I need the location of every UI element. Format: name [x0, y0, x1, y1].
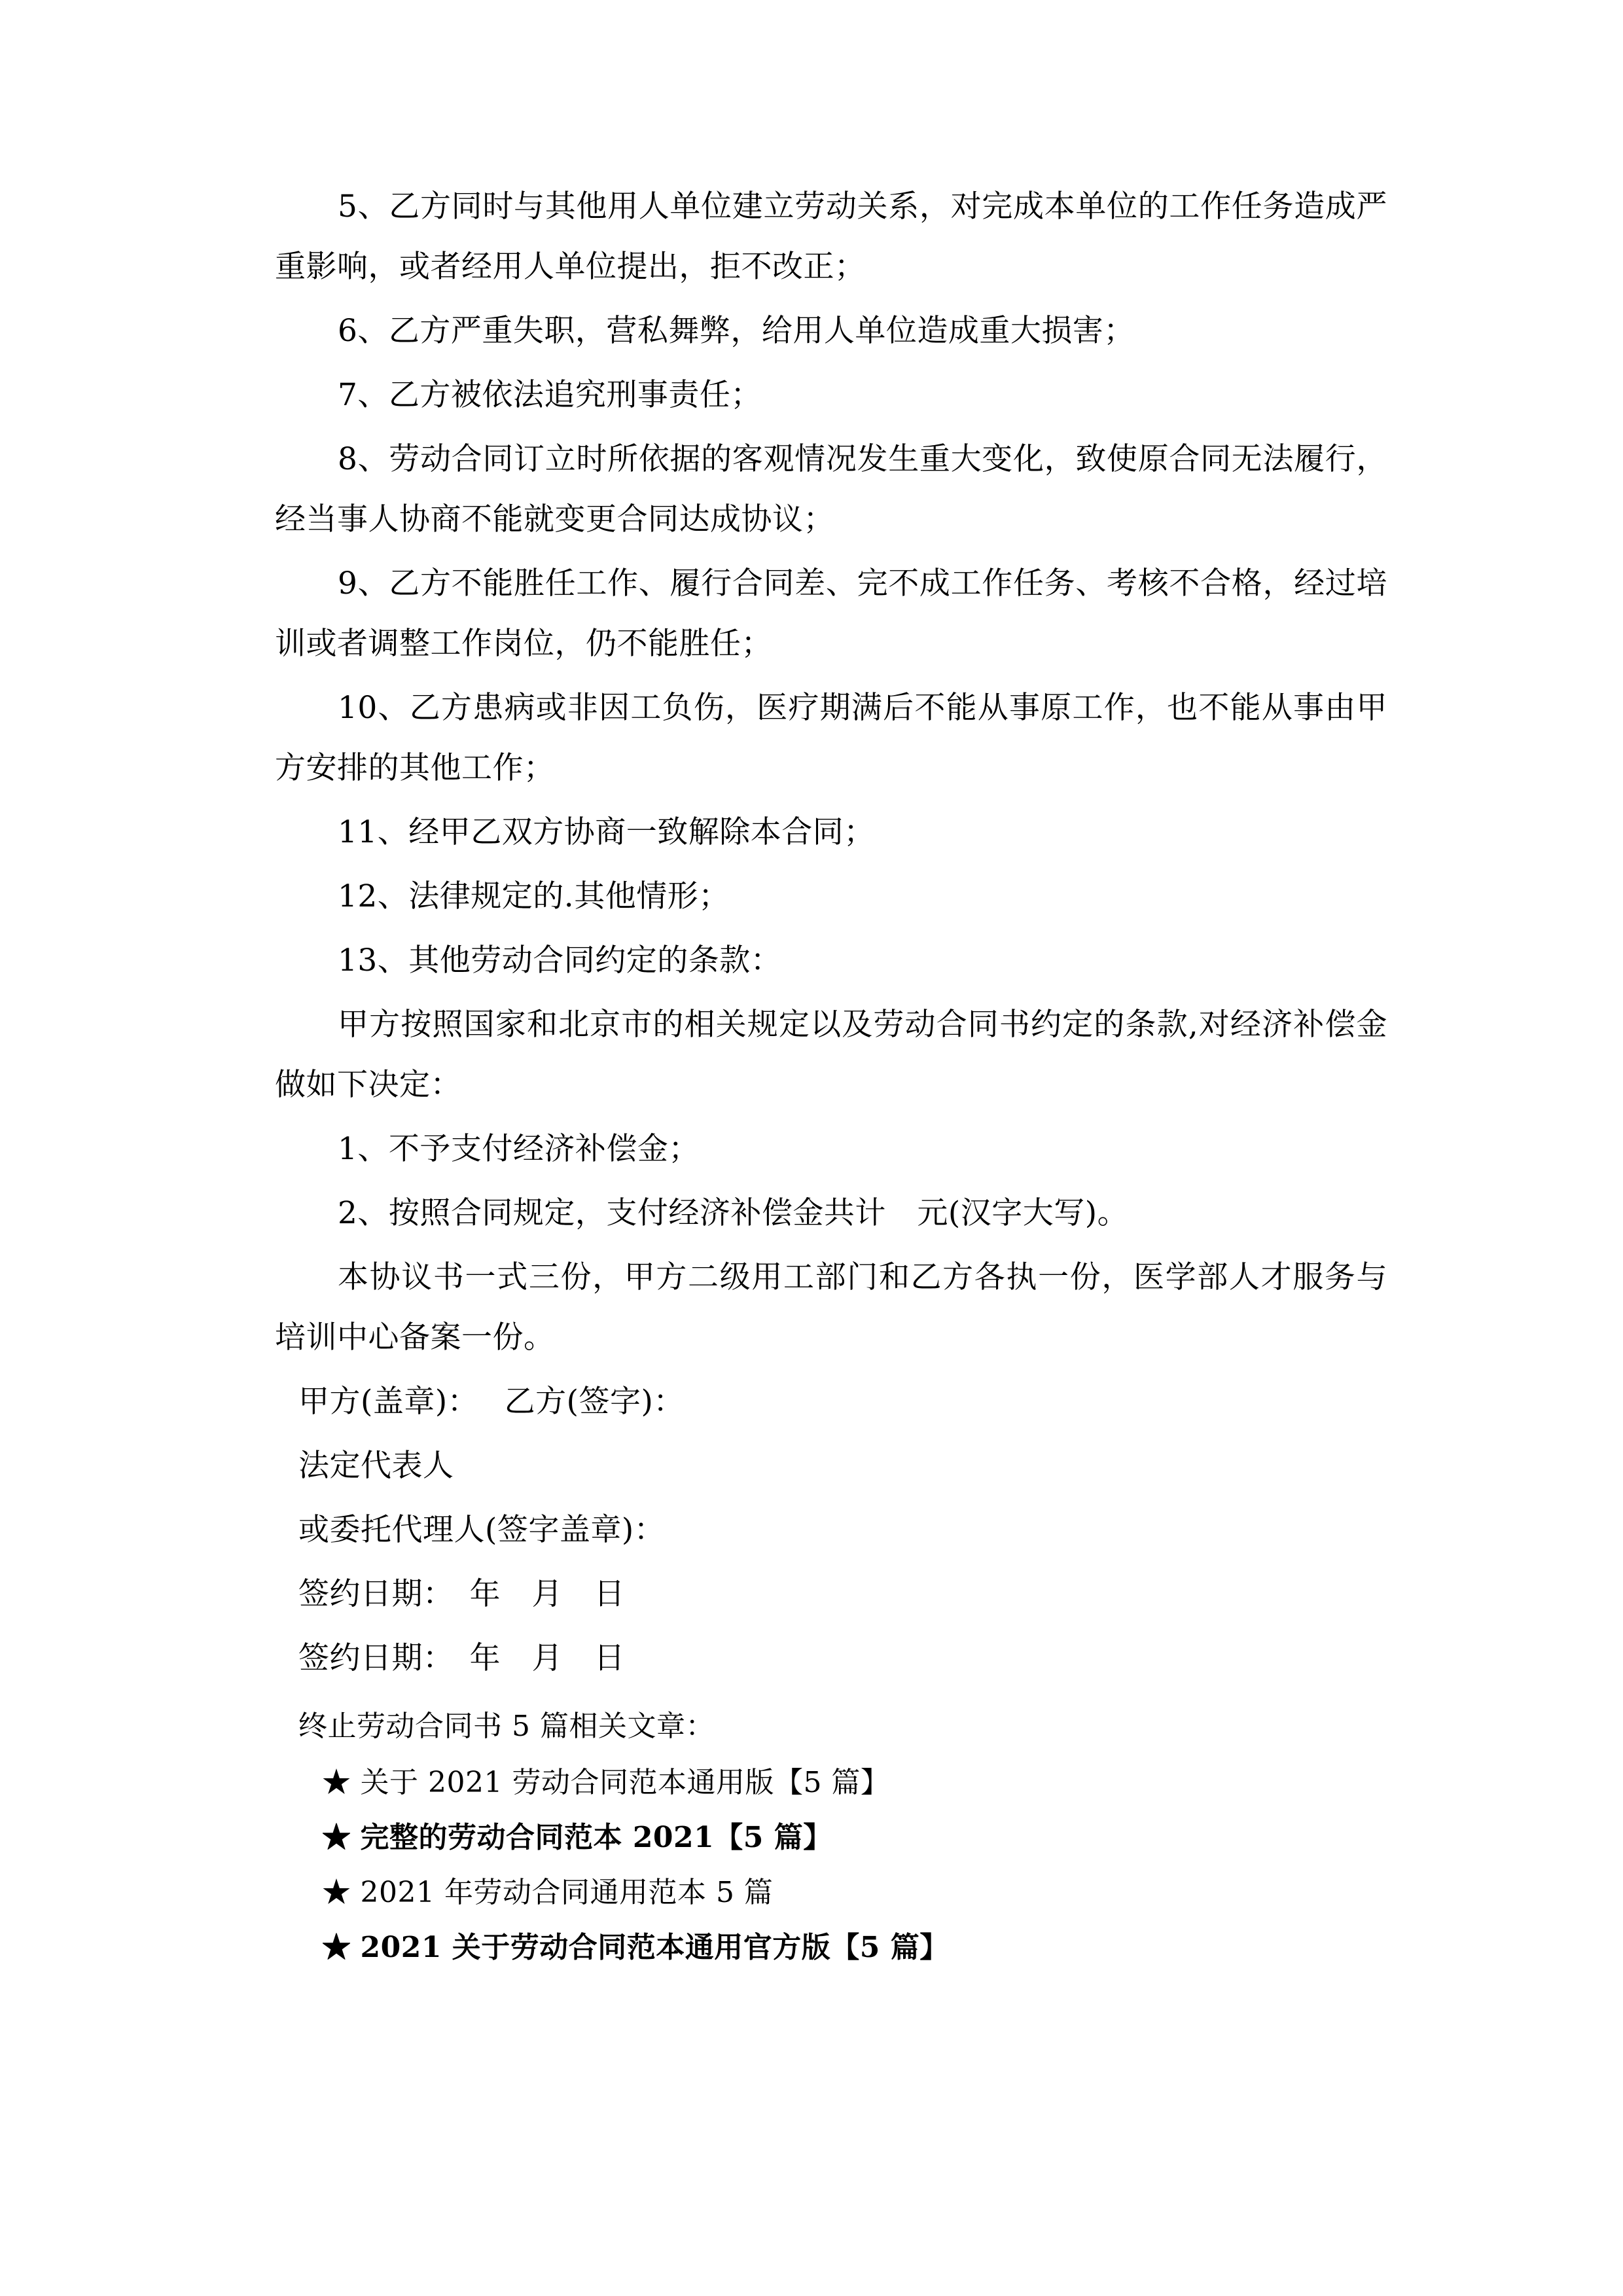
signature-date-party-b: 签约日期： 年 月 日: [298, 1640, 625, 1676]
clause-11: 11、经甲乙双方协商一致解除本合同；: [338, 814, 875, 850]
clause-12: 12、法律规定的.其他情形；: [338, 878, 730, 914]
star-icon: ★: [322, 1931, 351, 1964]
related-articles-title: 终止劳动合同书 5 篇相关文章：: [298, 1710, 715, 1743]
related-article-label: 完整的劳动合同范本 2021【5 篇】: [360, 1821, 832, 1854]
star-icon: ★: [322, 1876, 351, 1909]
compensation-item-2: 2、按照合同规定，支付经济补偿金共计 元(汉字大写)。: [338, 1195, 1129, 1231]
related-article-1[interactable]: [275, 1755, 1387, 1810]
compensation-intro: 甲方按照国家和北京市的相关规定以及劳动合同书约定的条款,对经济补偿金做如下决定：: [275, 1007, 1387, 1103]
document-body: [275, 177, 1387, 1975]
clause-6: 6、乙方严重失职，营私舞弊，给用人单位造成重大损害；: [338, 313, 1135, 349]
related-article-label: 2021 年劳动合同通用范本 5 篇: [360, 1876, 774, 1909]
signature-date-party-a: 签约日期： 年 月 日: [298, 1576, 625, 1612]
clause-8: 8、劳动合同订立时所依据的客观情况发生重大变化，致使原合同无法履行，经当事人协商不能就变更合同达成协议；: [275, 441, 1387, 537]
star-icon: ★: [322, 1766, 351, 1799]
signature-agent: 或委托代理人(签字盖章)：: [298, 1512, 666, 1548]
clause-10: 10、乙方患病或非因工负伤，医疗期满后不能从事原工作，也不能从事由甲方安排的其他工作；: [275, 690, 1387, 786]
copies-note: 本协议书一式三份，甲方二级用工部门和乙方各执一份，医学部人才服务与培训中心备案一份。: [275, 1259, 1387, 1355]
clause-13: 13、其他劳动合同约定的条款：: [338, 942, 782, 978]
clause-5: 5、乙方同时与其他用人单位建立劳动关系，对完成本单位的工作任务造成严重影响，或者经用人单位提出，拒不改正；: [275, 188, 1387, 285]
signature-legal-rep: 法定代表人: [298, 1448, 454, 1484]
related-article-label: 关于 2021 劳动合同范本通用版【5 篇】: [360, 1766, 890, 1799]
related-article-2[interactable]: [275, 1810, 1387, 1865]
compensation-item-1: 1、不予支付经济补偿金；: [338, 1131, 700, 1167]
related-article-4[interactable]: [275, 1920, 1387, 1975]
related-article-label: 2021 关于劳动合同范本通用官方版【5 篇】: [360, 1931, 949, 1964]
clause-7: 7、乙方被依法追究刑事责任；: [338, 377, 762, 413]
star-icon: ★: [322, 1821, 351, 1854]
clause-9: 9、乙方不能胜任工作、履行合同差、完不成工作任务、考核不合格，经过培训或者调整工作岗位，仍不能胜任；: [275, 565, 1387, 662]
related-article-3[interactable]: [275, 1865, 1387, 1920]
signature-parties: 甲方(盖章)： 乙方(签字)：: [298, 1384, 685, 1420]
